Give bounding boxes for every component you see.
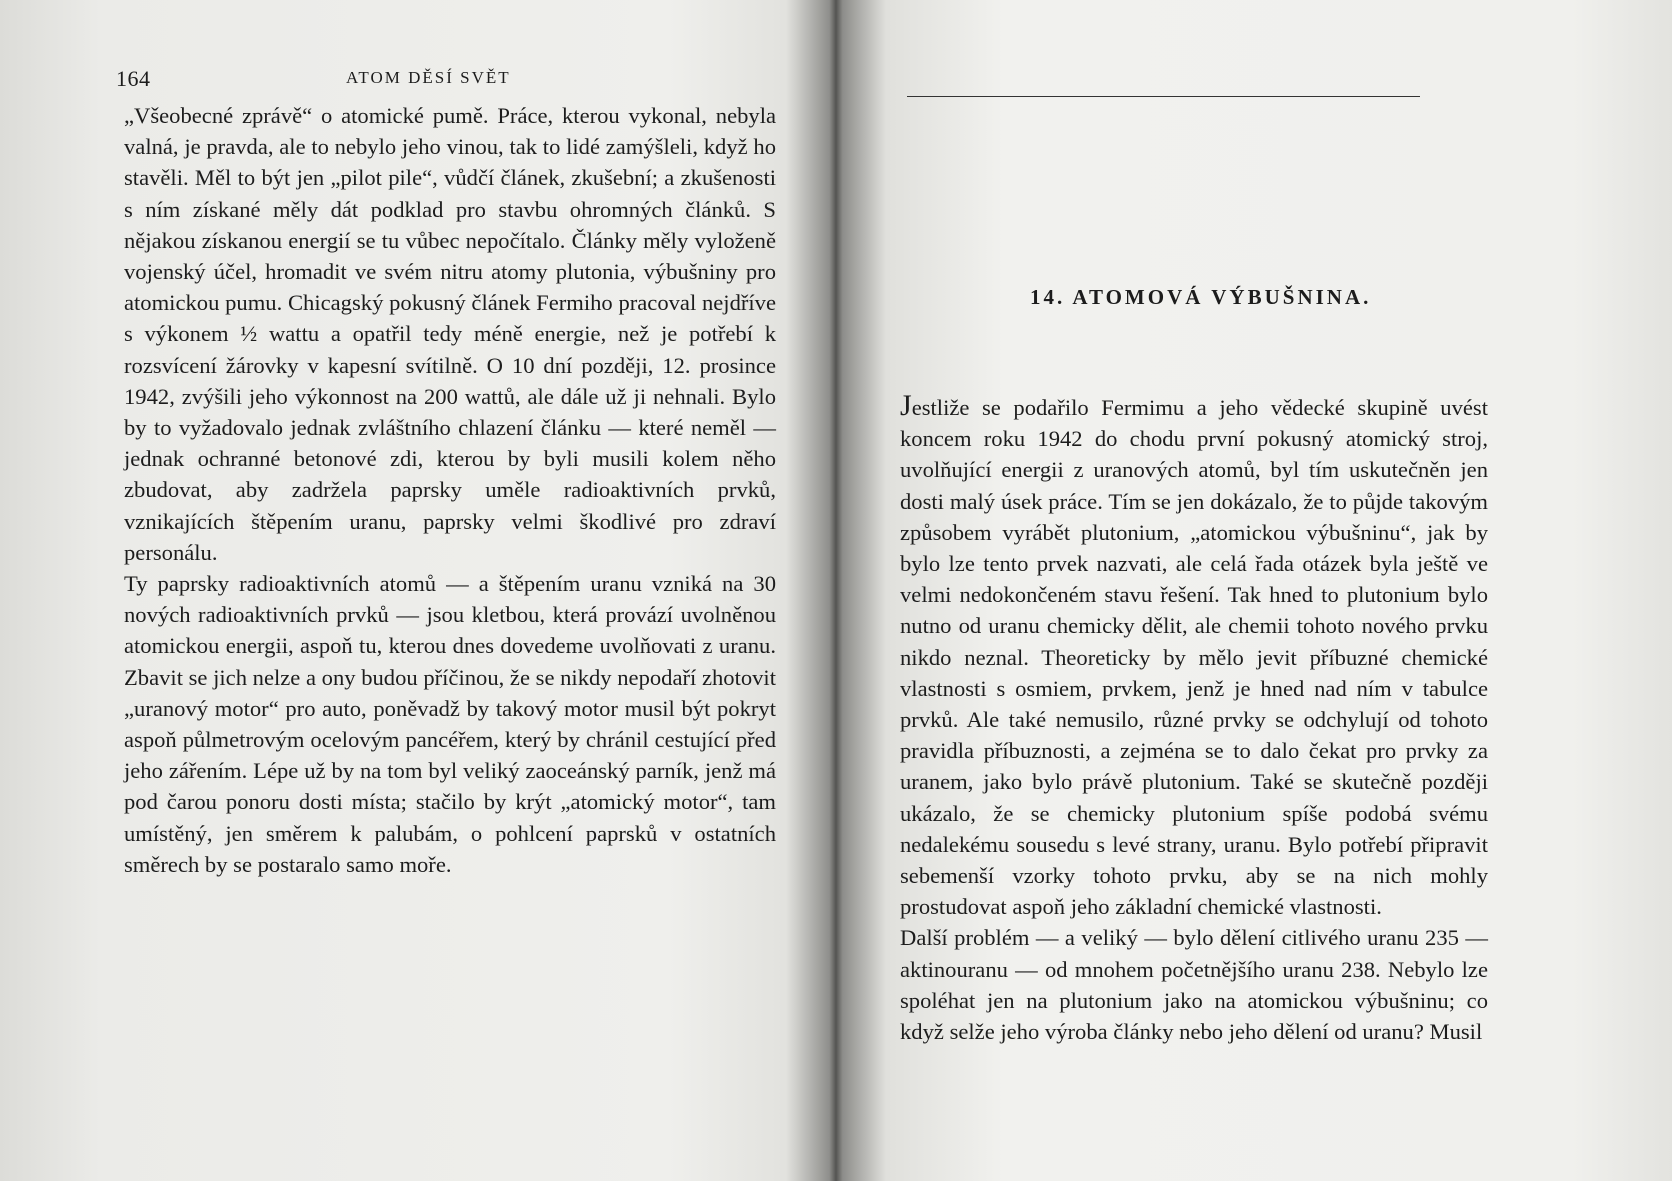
paragraph: „Všeobecné zprávě“ o atomické pumě. Práce, kterou vykonal, nebyla valná, je pravda, ale to nebylo jeho vinou, tak to lidé zamýšleli, když ho stavěli. Měl to být jen „pilot pile“, vůdčí článek, zkušební; a zkušenosti s ním získané měly dát podklad pro stavbu ohromných článků. S nějakou získanou energií se tu vůbec nepočítalo. Články měly vyloženě vojenský účel, hromadit ve svém nitru atomy plutonia, výbušniny pro atomickou pumu. Chicagský pokusný článek Fermiho pracoval nejdříve s výkonem ½ wattu a opatřil tedy méně energie, než je potřebí k rozsvícení žárovky v kapesní svítilně. O 10 dní později, 12. prosince 1942, zvýšili jeho výkonnost na 200 wattů, ale dále už ji nehnali. Bylo by to vyžadovalo jednak zvláštního chlazení článku — které neměl — jednak ochranné betonové zdi, kterou by byli musili kolem něho zbudovat, aby zadržela paprsky uměle radioaktivních prvků, vznikajících štěpením uranu, paprsky velmi škodlivé pro zdraví personálu. [124, 103, 776, 565]
page-number: 164 [116, 66, 151, 91]
right-page-text [900, 390, 1488, 1047]
paragraph [900, 390, 1488, 922]
top-rule [907, 96, 1420, 97]
running-head-title: ATOM DĚSÍ SVĚT [346, 68, 511, 87]
paragraph: Ty paprsky radioaktivních atomů — a štěpením uranu vzniká na 30 nových radioaktivních prvků — jsou kletbou, která provází uvolněnou atomickou energii, aspoň tu, kterou dnes dovedeme uvolňovati z uranu. Zbavit se jich nelze a ony budou příčinou, že se nikdy nepodaří zhotovit „uranový motor“ pro auto, poněvadž by takový motor musil být pokryt aspoň půlmetrovým ocelovým pancéřem, který by chránil cestující před jeho zářením. Lépe už by na tom byl veliký zaoceánský parník, jenž má pod čarou ponoru dosti místa; stačilo by krýt „atomický motor“, tam umístěný, jen směrem k palubám, o pohlcení paprsků v ostatních směrech by se postaralo samo moře. [124, 571, 776, 877]
drop-letter: J [900, 389, 912, 422]
chapter-heading: 14. ATOMOVÁ VÝBUŠNINA. [1030, 285, 1372, 309]
left-page [0, 0, 828, 1181]
paragraph: Další problém — a veliký — bylo dělení citlivého uranu 235 — aktinouranu — od mnohem početnějšího uranu 238. Nebylo lze spoléhat jen na plutonium jako na atomickou výbušninu; co když selže jeho výroba články nebo jeho dělení od uranu? Musil [900, 925, 1488, 1045]
running-head [116, 66, 776, 96]
right-page [844, 0, 1672, 1181]
paragraph-text: estliže se podařilo Fermimu a jeho vědecké skupině uvést koncem roku 1942 do chodu první pokusný atomický stroj, uvolňující energii z uranových atomů, byl tím uskutečněn jen dosti malý úsek práce. Tím se jen dokázalo, že to půjde takovým způsobem vyrábět plutonium, „atomickou výbušninu“, jak by bylo lze tento prvek nazvati, ale celá řada otázek byla ještě ve velmi nedokončeném stavu řešení. Tak hned to plutonium bylo nutno od uranu chemicky dělit, ale chemii tohoto nového prvku nikdo neznal. Theoreticky by mělo jevit příbuzné chemické vlastnosti s osmiem, prvkem, jenž je hned nad ním v tabulce prvků. Ale také nemusilo, různé prvky se odchylují od tohoto pravidla příbuznosti, a zejména se to dalo čekat pro prvky za uranem, jako bylo právě plutonium. Také se skutečně později ukázalo, že se chemicky plutonium spíše podobá svému nedalekému sousedu s levé strany, uranu. Bylo potřebí připravit sebemenší vzorky tohoto prvku, aby se na nich mohly prostudovat aspoň jeho základní chemické vlastnosti. [900, 395, 1488, 920]
left-page-text [124, 100, 776, 880]
